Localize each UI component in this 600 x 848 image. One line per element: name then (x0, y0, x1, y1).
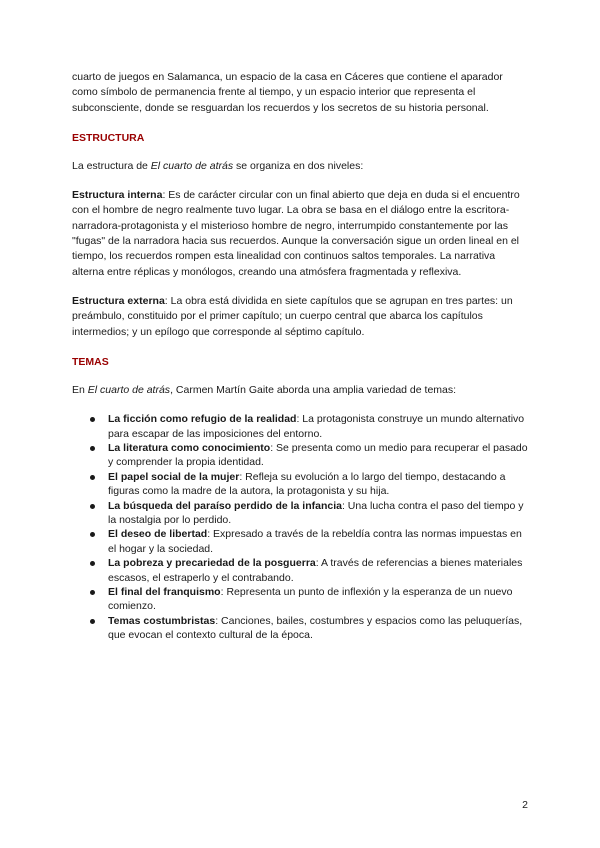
estructura-externa-paragraph (72, 294, 530, 340)
temas-lead-after: , Carmen Martín Gaite aborda una amplia variedad de temas: (170, 383, 457, 396)
list-item (88, 441, 530, 470)
bullet-icon (90, 590, 95, 595)
temas-lead (72, 383, 530, 398)
list-item (88, 556, 530, 585)
bullet-icon (90, 504, 95, 509)
list-item (88, 412, 530, 441)
tema-label: El papel social de la mujer (108, 470, 240, 483)
document-page (72, 70, 530, 643)
tema-text: : A través de referencias a bienes materiales escasos, el estraperlo y el contrabando. (108, 557, 523, 584)
tema-text: : La protagonista construye un mundo alternativo para escapar de las imposiciones del entorno. (108, 413, 525, 440)
temas-list (72, 412, 530, 643)
tema-text: : Expresado a través de la rebeldía contra las normas impuestas en el hogar y la sociedad. (108, 528, 522, 555)
bullet-icon (90, 417, 95, 422)
tema-label: El deseo de libertad (108, 528, 208, 541)
tema-label: Temas costumbristas (108, 614, 216, 627)
estructura-interna-text: : Es de carácter circular con un final abierto que deja en duda si el encuentro con el hombre de negro realmente tuvo lugar. La obra se basa en el diálogo entre la escritora-narradora-protagonista y el misterioso hombre de negro, interrumpido constantemente por las "fugas" de la narradora hacia sus recuerdos. Aunque la conversación sigue un orden lineal en el tiempo, los recuerdos rompen esta linealidad con continuos saltos temporales. La narrativa alterna entre réplicas y monólogos, creando una atmósfera fragmentada y reflexiva. (72, 189, 520, 278)
estructura-externa-label: Estructura externa (72, 294, 165, 307)
estructura-interna-label: Estructura interna (72, 189, 163, 202)
bullet-icon (90, 475, 95, 480)
tema-label: La búsqueda del paraíso perdido de la infancia (108, 499, 342, 512)
page-number: 2 (522, 799, 528, 811)
estructura-lead-after: se organiza en dos niveles: (233, 159, 364, 172)
bullet-icon (90, 532, 95, 537)
intro-paragraph: cuarto de juegos en Salamanca, un espacio de la casa en Cáceres que contiene el aparador como símbolo de permanencia frente al tiempo, y un espacio interior que representa el subconsciente, donde se resguardan los recuerdos y los secretos de su historia personal. (72, 71, 503, 114)
list-item (88, 499, 530, 528)
tema-label: La ficción como refugio de la realidad (108, 413, 297, 426)
tema-text: : Representa un punto de inflexión y la esperanza de un nuevo comienzo. (108, 586, 513, 613)
bullet-icon (90, 561, 95, 566)
tema-label: La pobreza y precariedad de la posguerra (108, 557, 316, 570)
temas-heading: TEMAS (72, 355, 109, 368)
list-item (88, 585, 530, 614)
list-item (88, 527, 530, 556)
list-item (88, 470, 530, 499)
book-title: El cuarto de atrás (150, 159, 234, 172)
estructura-interna-paragraph (72, 188, 530, 280)
bullet-icon (90, 619, 95, 624)
bullet-icon (90, 446, 95, 451)
tema-label: La literatura como conocimiento (108, 441, 271, 454)
tema-text: : Canciones, bailes, costumbres y espacios como las peluquerías, que evocan el contexto cultural de la época. (108, 614, 523, 642)
estructura-heading: ESTRUCTURA (72, 131, 145, 144)
book-title: El cuarto de atrás (87, 383, 171, 396)
tema-text: : Refleja su evolución a lo largo del tiempo, destacando a figuras como la madre de la autora, la protagonista y su hija. (108, 470, 506, 498)
list-item (88, 614, 530, 643)
tema-text: : Se presenta como un medio para recuperar el pasado y comprender la propia identidad. (108, 441, 528, 469)
estructura-externa-text: : La obra está dividida en siete capítulos que se agrupan en tres partes: un preámbulo, constituido por el primer capítulo; un cuerpo central que abarca los capítulos intermedios; y un epílogo que corresponde al séptimo capítulo. (72, 294, 513, 338)
estructura-lead-before: La estructura de (72, 159, 151, 172)
tema-label: El final del franquismo (108, 586, 221, 599)
estructura-lead (72, 159, 530, 174)
temas-lead-before: En (72, 383, 88, 396)
tema-text: : Una lucha contra el paso del tiempo y la nostalgia por lo perdido. (108, 499, 524, 526)
